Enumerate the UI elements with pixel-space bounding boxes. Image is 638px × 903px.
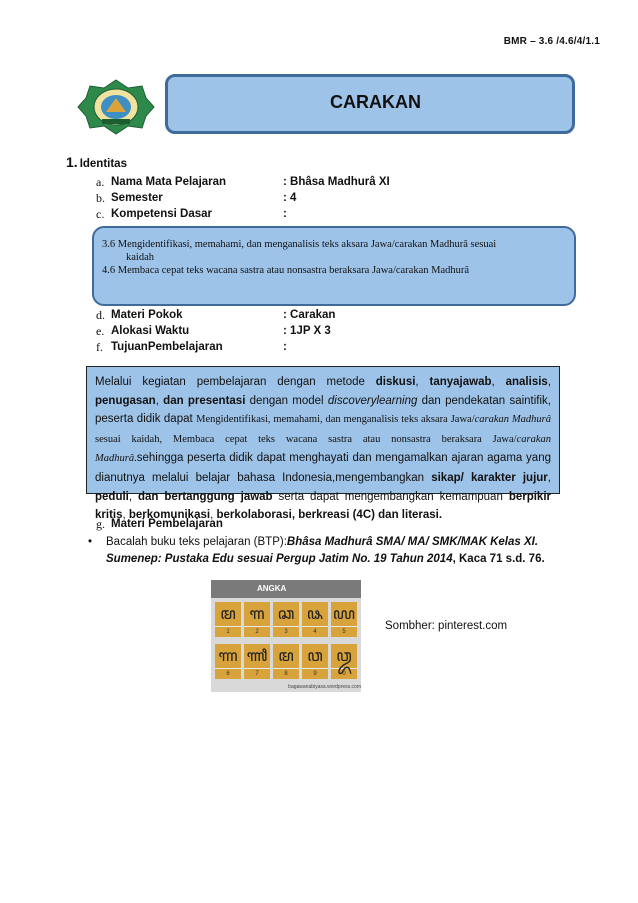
materials-heading — [96, 516, 223, 532]
row-value: : 1JP X 3 — [283, 325, 331, 337]
angka-number: 5 — [331, 626, 357, 637]
angka-cell — [215, 602, 241, 636]
kd-3-6-line2: kaidah — [126, 252, 154, 263]
angka-number: 1 — [215, 626, 241, 637]
row-value: : — [283, 341, 287, 353]
row-value: : 4 — [283, 192, 297, 204]
angka-cell — [244, 602, 270, 636]
row-letter: e. — [96, 324, 105, 338]
row-letter: c. — [96, 207, 105, 221]
row-label: Nama Mata Pelajaran — [111, 176, 227, 188]
angka-number: 3 — [273, 626, 299, 637]
identity-row — [96, 307, 335, 323]
aksara-glyph: ꦎ — [331, 644, 357, 668]
angka-number: 8 — [273, 668, 299, 679]
angka-cell — [302, 644, 328, 678]
angka-grid — [211, 598, 361, 684]
page-title: CARAKAN — [330, 92, 421, 112]
row-label: Kompetensi Dasar — [111, 208, 212, 220]
row-label: TujuanPembelajaran — [111, 341, 223, 353]
row-letter: g. — [96, 517, 105, 531]
aksara-glyph: ꦬ — [244, 644, 270, 668]
angka-number: 2 — [244, 626, 270, 637]
row-letter: b. — [96, 191, 105, 205]
aksara-glyph: ꦩ — [215, 602, 241, 626]
kd-3-6-line1: 3.6 Mengidentifikasi, memahami, dan menganalisis teks aksara Jawa/carakan Madhurâ sesuai — [102, 239, 497, 250]
angka-cell — [273, 644, 299, 678]
aksara-glyph: ꦦ — [302, 602, 328, 626]
angka-header: ANGKA — [211, 580, 361, 598]
row-letter: f. — [96, 340, 103, 354]
row-value: : Bhâsa Madhurâ XI — [283, 176, 390, 188]
row-label: Alokasi Waktu — [111, 325, 190, 337]
identity-row — [96, 190, 390, 206]
image-credit: bagawanabiyasa.wordpress.com — [288, 684, 361, 690]
identity-row — [96, 174, 390, 190]
bullet-icon: • — [88, 536, 93, 548]
identity-row — [96, 339, 335, 355]
row-label: Materi Pembelajaran — [111, 518, 223, 530]
angka-number: 0 — [331, 668, 357, 679]
document-code: BMR – 3.6 /4.6/4/1.1 — [503, 36, 600, 47]
aksara-glyph: ꦪ — [331, 602, 357, 626]
angka-cell — [273, 602, 299, 636]
objective-text: Melalui kegiatan pembelajaran dengan metode diskusi, tanyajawab, analisis, penugasan, dan presentasi dengan model discoverylearning dan pendekatan saintifik, peserta didik dapat Mengidentifikasi, memahami, dan menganalisis teks aksara Jawa/carakan Madhurâ sesuai kaidah, Membaca cepat teks wacana sastra atau nonsastra beraksara Jawa/carakan Madhurâ.sehingga peserta didik dapat menghayati dan mengamalkan ajaran agama yang dianutnya melalui belajar bahasa Indonesia,mengembangkan sikap/ karakter jujur, peduli, dan bertanggung jawab serta dapat mengembangkan kemampuan berpikir kritis, berkomunikasi, berkolaborasi, berkreasi (4C) dan literasi. — [95, 376, 552, 522]
angka-cell — [331, 602, 357, 636]
aksara-glyph: ꦩ — [273, 644, 299, 668]
identity-list-2 — [96, 307, 335, 355]
identity-row — [96, 323, 335, 339]
school-logo — [76, 78, 156, 136]
identity-row — [96, 206, 390, 222]
aksara-glyph: ꦟ — [215, 644, 241, 668]
section-number: 1. — [66, 154, 78, 170]
angka-cell — [331, 644, 357, 678]
objective-box — [86, 366, 560, 522]
materials-bullet: • Bacalah buku teks pelajaran (BTP):Bhâsa Madhurâ SMA/ MA/ SMK/MAK Kelas XI. Sumenep: Pustaka Edu sesuai Pergup Jatim No. 19 Tahun 2014, Kaca 71 s.d. 76. — [88, 534, 558, 567]
angka-cell — [215, 644, 241, 678]
row-letter: d. — [96, 308, 105, 322]
kd-4-6: 4.6 Membaca cepat teks wacana sastra atau nonsastra beraksara Jawa/carakan Madhurâ — [102, 265, 470, 276]
aksara-glyph: ꦮ — [302, 644, 328, 668]
angka-number: 9 — [302, 668, 328, 679]
angka-number: 6 — [215, 668, 241, 679]
row-letter: a. — [96, 175, 105, 189]
section-heading: Identitas — [79, 158, 127, 170]
row-value: : Carakan — [283, 309, 336, 321]
angka-cell — [302, 602, 328, 636]
angka-number: 7 — [244, 668, 270, 679]
image-source: Sombher: pinterest.com — [385, 620, 508, 632]
aksara-glyph: ꦒ — [244, 602, 270, 626]
row-value: : — [283, 208, 287, 220]
angka-cell — [244, 644, 270, 678]
angka-number: 4 — [302, 626, 328, 637]
identity-list — [96, 174, 390, 222]
aksara-glyph: ꦕ — [273, 602, 299, 626]
row-label: Materi Pokok — [111, 309, 183, 321]
row-label: Semester — [111, 192, 163, 204]
section-identitas — [66, 154, 127, 170]
